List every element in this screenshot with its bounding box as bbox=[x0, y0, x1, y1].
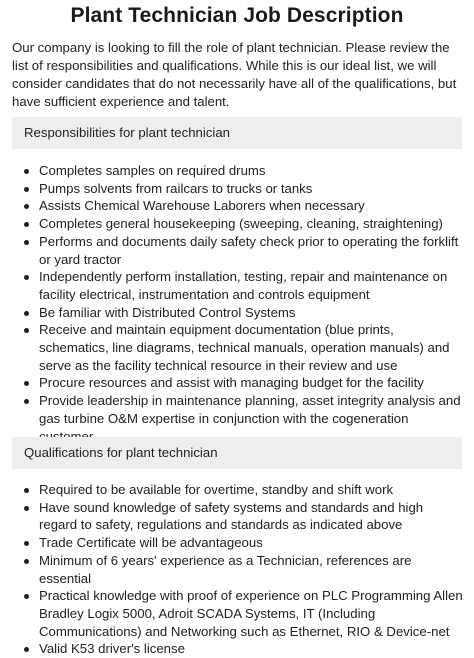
list-item: Pumps solvents from railcars to trucks or tanks bbox=[12, 180, 464, 198]
list-item: Practical knowledge with proof of experience on PLC Programming Allen Bradley Logix 5000, Adroit SCADA Systems, IT (Including Communications) and Networking such as Ethernet, RIO & Device-net bbox=[12, 587, 464, 640]
list-item: Performs and documents daily safety check prior to operating the forklift or yard tractor bbox=[12, 233, 464, 268]
qualifications-heading: Qualifications for plant technician bbox=[24, 445, 218, 460]
qualifications-header bbox=[12, 437, 462, 469]
intro-paragraph: Our company is looking to fill the role of plant technician. Please review the list of responsibilities and qualifications. While this is our ideal list, we will consider candidates that do not necessarily have all of the qualifications, but have sufficient experience and talent. bbox=[12, 40, 457, 109]
list-item: Required to be available for overtime, standby and shift work bbox=[12, 481, 464, 499]
list-item: Valid K53 driver's license bbox=[12, 640, 464, 658]
qualifications-list bbox=[12, 481, 464, 658]
page-title: Plant Technician Job Description bbox=[70, 4, 404, 27]
responsibilities-header bbox=[12, 117, 462, 149]
list-item: Have sound knowledge of safety systems and standards and high regard to safety, regulations and standards as indicated above bbox=[12, 499, 464, 534]
list-item: Be familiar with Distributed Control Systems bbox=[12, 304, 464, 322]
responsibilities-list bbox=[12, 162, 464, 445]
list-item: Assists Chemical Warehouse Laborers when necessary bbox=[12, 197, 464, 215]
list-item: Procure resources and assist with managing budget for the facility bbox=[12, 374, 464, 392]
list-item: Provide leadership in maintenance planning, asset integrity analysis and gas turbine O&M expertise in conjunction with the cogeneration bbox=[12, 392, 464, 445]
list-item: Minimum of 6 years' experience as a Technician, references are essential bbox=[12, 552, 464, 587]
list-item: Completes general housekeeping (sweeping, cleaning, straightening) bbox=[12, 215, 464, 233]
responsibilities-heading: Responsibilities for plant technician bbox=[24, 125, 230, 140]
list-item: Completes samples on required drums bbox=[12, 162, 464, 180]
list-item: Trade Certificate will be advantageous bbox=[12, 534, 464, 552]
list-item: Independently perform installation, testing, repair and maintenance on facility electrical, instrumentation and controls equipment bbox=[12, 268, 464, 303]
list-item: Receive and maintain equipment documentation (blue prints, schematics, line diagrams, technical manuals, operation manuals) and serve as the facility technical resource in their review and use bbox=[12, 321, 464, 374]
